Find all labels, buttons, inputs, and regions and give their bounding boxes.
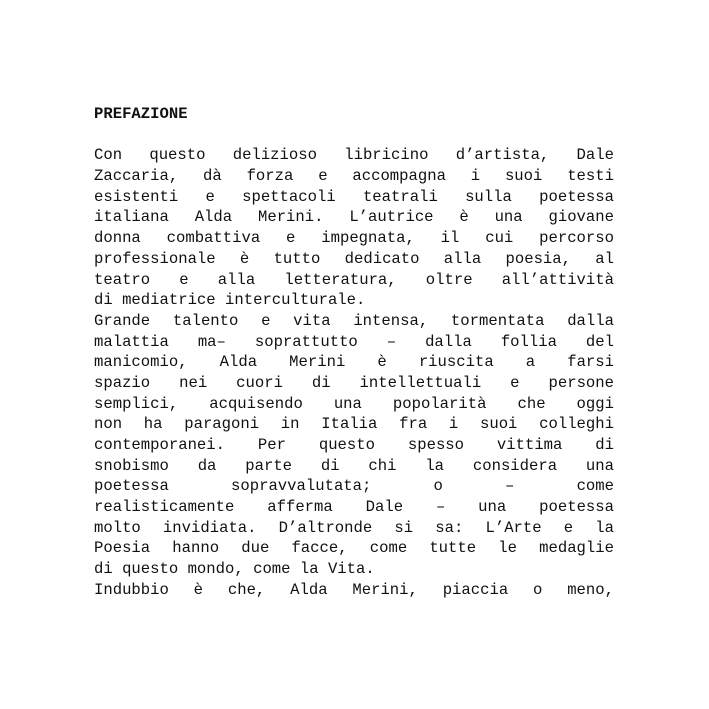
preface-title: PREFAZIONE [94,105,188,123]
body-line: Grande talento e vita intensa, tormentata dalla [94,311,614,330]
body-line: malattia ma– soprattutto – dalla follia del [94,332,614,351]
body-line: Con questo delizioso libricino d’artista, Dale [94,146,614,165]
body-line: manicomio, Alda Merini è riuscita a farsi [94,353,614,372]
body-line: molto invidiata. D’altronde si sa: L’Arte e la [94,518,614,537]
body-line: realisticamente afferma Dale – una poetessa [94,498,614,517]
body-line: di mediatrice interculturale. [94,291,366,310]
preface-body [94,145,614,600]
body-line: semplici, acquisendo una popolarità che oggi [94,394,614,413]
body-line: spazio nei cuori di intellettuali e persone [94,373,614,392]
title-spacer [94,125,614,146]
body-line: snobismo da parte di chi la considera una [94,456,614,475]
body-line: italiana Alda Merini. L’autrice è una giovane [94,208,614,227]
body-line: non ha paragoni in Italia fra i suoi colleghi [94,415,614,434]
body-line: esistenti e spettacoli teatrali sulla poetessa [94,187,614,206]
body-line: poetessa sopravvalutata; o – come [94,477,614,496]
body-line: donna combattiva e impegnata, il cui percorso [94,229,614,248]
body-line: Poesia hanno due facce, come tutte le medaglie [94,539,614,558]
preface-text-block [94,104,614,601]
body-line: Indubbio è che, Alda Merini, piaccia o meno, [94,580,614,599]
body-line: di questo mondo, come la Vita. [94,560,375,579]
body-line: contemporanei. Per questo spesso vittima di [94,436,614,454]
body-line: teatro e alla letteratura, oltre all’attività [94,270,614,289]
body-line: professionale è tutto dedicato alla poesia, al [94,249,614,268]
body-line: Zaccaria, dà forza e accompagna i suoi testi [94,167,614,186]
